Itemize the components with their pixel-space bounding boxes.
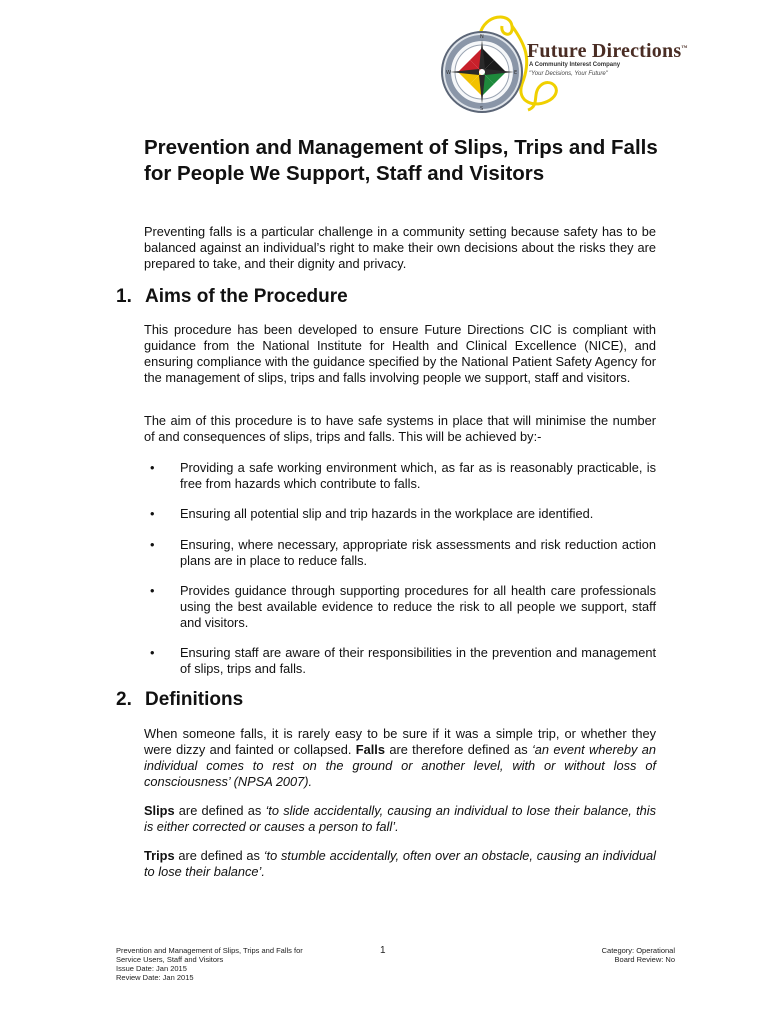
slips-quote: ‘to slide accidentally, causing an individual to lose their balance, this is either corrected or causes a person to fall’. [144, 803, 656, 834]
footer-line: Review Date: Jan 2015 [116, 973, 194, 982]
compass-letter-e: E [514, 70, 518, 76]
footer-line: Board Review: No [614, 955, 675, 964]
trips-quote: ‘to stumble accidentally, often over an obstacle, causing an individual to lose their balance’. [144, 848, 656, 879]
page-number: 1 [380, 945, 386, 956]
compass-letter-n: N [480, 34, 484, 40]
aims-paragraph-1: This procedure has been developed to ensure Future Directions CIC is compliant with guidance from the National Institute for Health and Clinical Excellence (NICE), and ensuring compliance with the guidance specified by the National Patient Safety Agency for the management of slips, trips and falls involving people we support, staff and visitors. [144, 322, 656, 385]
trips-term: Trips [144, 848, 175, 863]
compass-letter-w: W [446, 70, 451, 76]
list-item [150, 537, 656, 569]
footer-line: Service Users, Staff and Visitors [116, 955, 224, 964]
aims-paragraph-2: The aim of this procedure is to have safe systems in place that will minimise the number of and consequences of slips, trips and falls. This will be achieved by:- [144, 413, 656, 444]
section-1-title: Aims of the Procedure [145, 286, 348, 307]
list-item [150, 645, 656, 677]
slips-definition: Slips are defined as ‘to slide accidentally, causing an individual to lose their balance, this is either corrected or causes a person to fall’. [144, 803, 656, 834]
list-item-text: Provides guidance through supporting procedures for all health care professionals using the best available evidence to reduce the risk to all people we support, staff and visitors. [180, 583, 656, 630]
list-item-text: Ensuring staff are aware of their responsibilities in the prevention and management of slips, trips and falls. [180, 645, 656, 676]
logo-subtitle: A Community Interest Company [529, 62, 621, 68]
list-item-text: Ensuring, where necessary, appropriate risk assessments and risk reduction action plans are in place to reduce falls. [180, 537, 656, 568]
section-1-number: 1. [116, 286, 132, 307]
bullet-icon: • [150, 506, 155, 521]
section-2-heading [116, 689, 243, 711]
falls-term: Falls [355, 742, 385, 757]
list-item [150, 583, 656, 631]
compass-letter-s: S [480, 106, 484, 112]
document-title: Prevention and Management of Slips, Trips and Falls for People We Support, Staff and Visitors [144, 136, 658, 185]
slips-term: Slips [144, 803, 175, 818]
section-1-heading [116, 286, 348, 308]
bullet-icon: • [150, 537, 155, 552]
bullet-icon: • [150, 583, 155, 598]
logo-tagline: "Your Decisions, Your Future" [529, 71, 608, 77]
falls-definition: When someone falls, it is rarely easy to be sure if it was a simple trip, or whether they were dizzy and fainted or collapsed. Falls are therefore defined as ‘an event whereby an individual comes to rest on the ground or another level, with or without loss of consciousness’ (NPSA 2007). [144, 726, 656, 789]
footer-line: Issue Date: Jan 2015 [116, 964, 187, 973]
bullet-icon: • [150, 460, 155, 475]
list-item [150, 460, 656, 492]
compass-logo-icon [440, 14, 670, 124]
falls-quote: ‘an event whereby an individual comes to rest on the ground or another level, with or without loss of consciousness’ (NPSA 2007). [144, 742, 656, 789]
section-2-number: 2. [116, 689, 132, 710]
trips-definition: Trips are defined as ‘to stumble accidentally, often over an obstacle, causing an individual to lose their balance’. [144, 848, 656, 879]
footer-line: Prevention and Management of Slips, Trips and Falls for [116, 946, 303, 955]
list-item [150, 506, 656, 522]
footer-document-info [116, 946, 336, 982]
intro-paragraph: Preventing falls is a particular challenge in a community setting because safety has to be balanced against an individual’s right to make their own decisions about the risks they are prepared to take, and their dignity and privacy. [144, 224, 656, 271]
list-item-text: Providing a safe working environment which, as far as is reasonably practicable, is free from hazards which contribute to falls. [180, 460, 656, 491]
footer-category [520, 946, 675, 964]
logo-brand-name: Future Directions™ [527, 40, 688, 62]
bullet-icon: • [150, 645, 155, 660]
company-logo [440, 14, 670, 124]
list-item-text: Ensuring all potential slip and trip hazards in the workplace are identified. [180, 506, 594, 521]
section-2-title: Definitions [145, 689, 244, 710]
footer-line: Category: Operational [601, 946, 675, 955]
